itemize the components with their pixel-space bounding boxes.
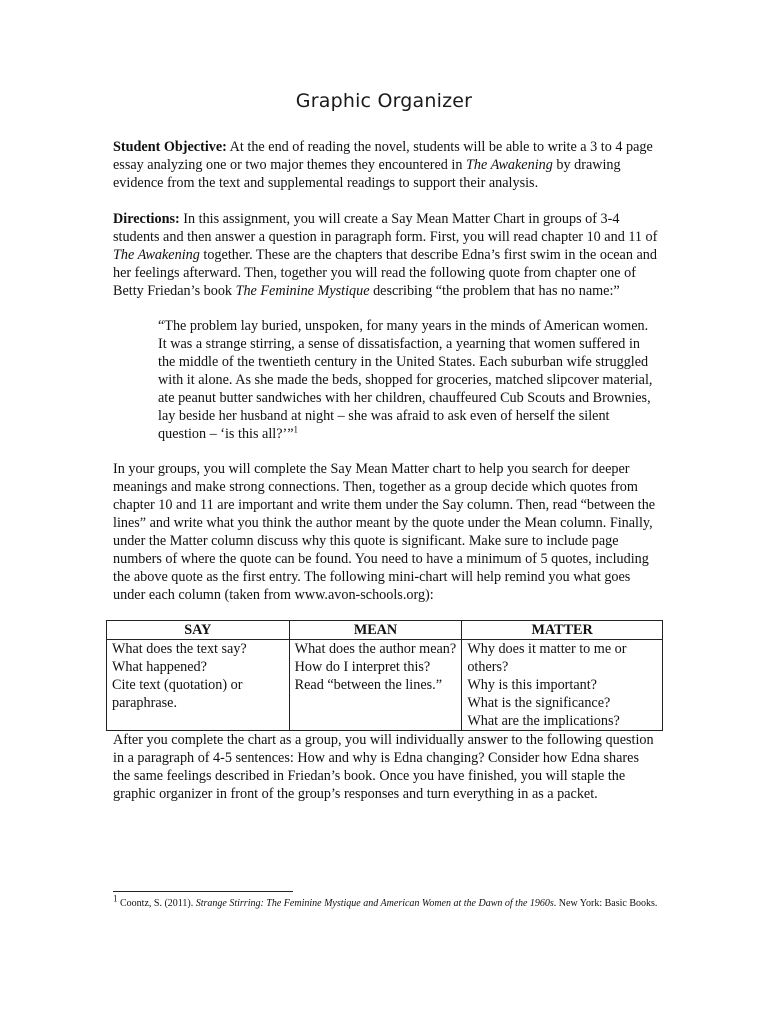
footnote-divider [113,891,293,892]
matter-cell [462,640,663,731]
say-line: Cite text (quotation) or paraphrase. [112,677,243,711]
mean-line: Read “between the lines.” [294,677,442,693]
directions-label: Directions: [113,211,180,227]
objective-label: Student Objective: [113,139,227,155]
page-title: Graphic Organizer [295,90,473,112]
matter-line: Why does it matter to me or others? [467,641,627,675]
mean-line: How do I interpret this? [294,659,431,675]
directions-text-2: together. These are the chapters that describe Edna’s first swim in the ocean and her feelings afterward. Then, together you will read the following quote from chapter one of Betty Friedan’s book [113,247,657,299]
table-row [107,640,663,731]
table-header-row [107,621,663,640]
directions-book2-title: The Feminine Mystique [235,283,370,299]
footnote-mark: 1 [113,893,118,904]
footnote-book-title: Strange Stirring: The Feminine Mystique and American Women at the Dawn of the 1960s [195,898,554,909]
say-mean-matter-table [106,620,663,731]
say-cell [107,640,290,731]
header-say: SAY [107,621,290,640]
directions-paragraph [113,210,659,300]
groups-paragraph: In your groups, you will complete the Say Mean Matter chart to help you search for deeper meanings and make strong connections. Then, together as a group decide which quotes from chapter 10 and 11 are important and write them under the Say column. Then, read “between the lines” and write what you think the author meant by the quote under the Mean column. Finally, under the Matter column discuss why this quote is significant. Make sure to include page numbers of where the quote can be found. You need to have a minimum of 5 quotes, including the above quote as the first entry. The following mini-chart will help remind you what goes under each column (taken from www.avon-schools.org): [113,461,656,603]
say-line: What happened? [112,659,207,675]
footnote [113,893,658,911]
directions-text-3: describing “the problem that has no name:” [369,283,620,299]
matter-line: Why is this important? [467,677,597,693]
objective-text-1: At the end of reading the novel, students will be able to write a 3 to 4 page essay analyzing one or two major themes they encountered in [113,139,653,173]
footnote-text-2: . New York: Basic Books. [553,898,658,909]
directions-text-1: In this assignment, you will create a Say Mean Matter Chart in groups of 3-4 students and then answer a question in paragraph form. First, you will read chapter 10 and 11 of [113,211,658,245]
directions-book-title: The Awakening [113,247,200,263]
mean-cell [289,640,462,731]
header-mean: MEAN [289,621,462,640]
matter-line: What are the implications? [467,713,620,729]
objective-book-title: The Awakening [466,157,553,173]
say-line: What does the text say? [112,641,247,657]
after-paragraph: After you complete the chart as a group, you will individually answer to the following question in a paragraph of 4-5 sentences: How and why is Edna changing? Consider how Edna shares the same feelings described in Friedan’s book. Once you have finished, you will staple the graphic organizer in front of the group’s responses and turn everything in as a packet. [113,732,654,802]
quote-text: “The problem lay buried, unspoken, for many years in the minds of American women. It was a strange stirring, a sense of dissatisfaction, a yearning that women suffered in the middle of the twentieth century in the United States. Each suburban wife struggled with it alone. As she made the beds, shopped for groceries, matched slipcover material, ate peanut butter sandwiches with her children, chauffeured Cub Scouts and Brownies, lay beside her husband at night – she was afraid to ask even of herself the silent question – ‘is this all?’” [158,318,653,442]
quote-footnote-mark: 1 [293,424,299,435]
objective-text-2: by drawing evidence from the text and supplemental readings to support their analysis. [113,157,621,191]
block-quote [158,317,658,443]
objective-paragraph [113,138,659,192]
matter-line: What is the significance? [467,695,611,711]
header-matter: MATTER [462,621,663,640]
footnote-text-1: Coontz, S. (2011). [120,898,196,909]
mean-line: What does the author mean? [294,641,457,657]
